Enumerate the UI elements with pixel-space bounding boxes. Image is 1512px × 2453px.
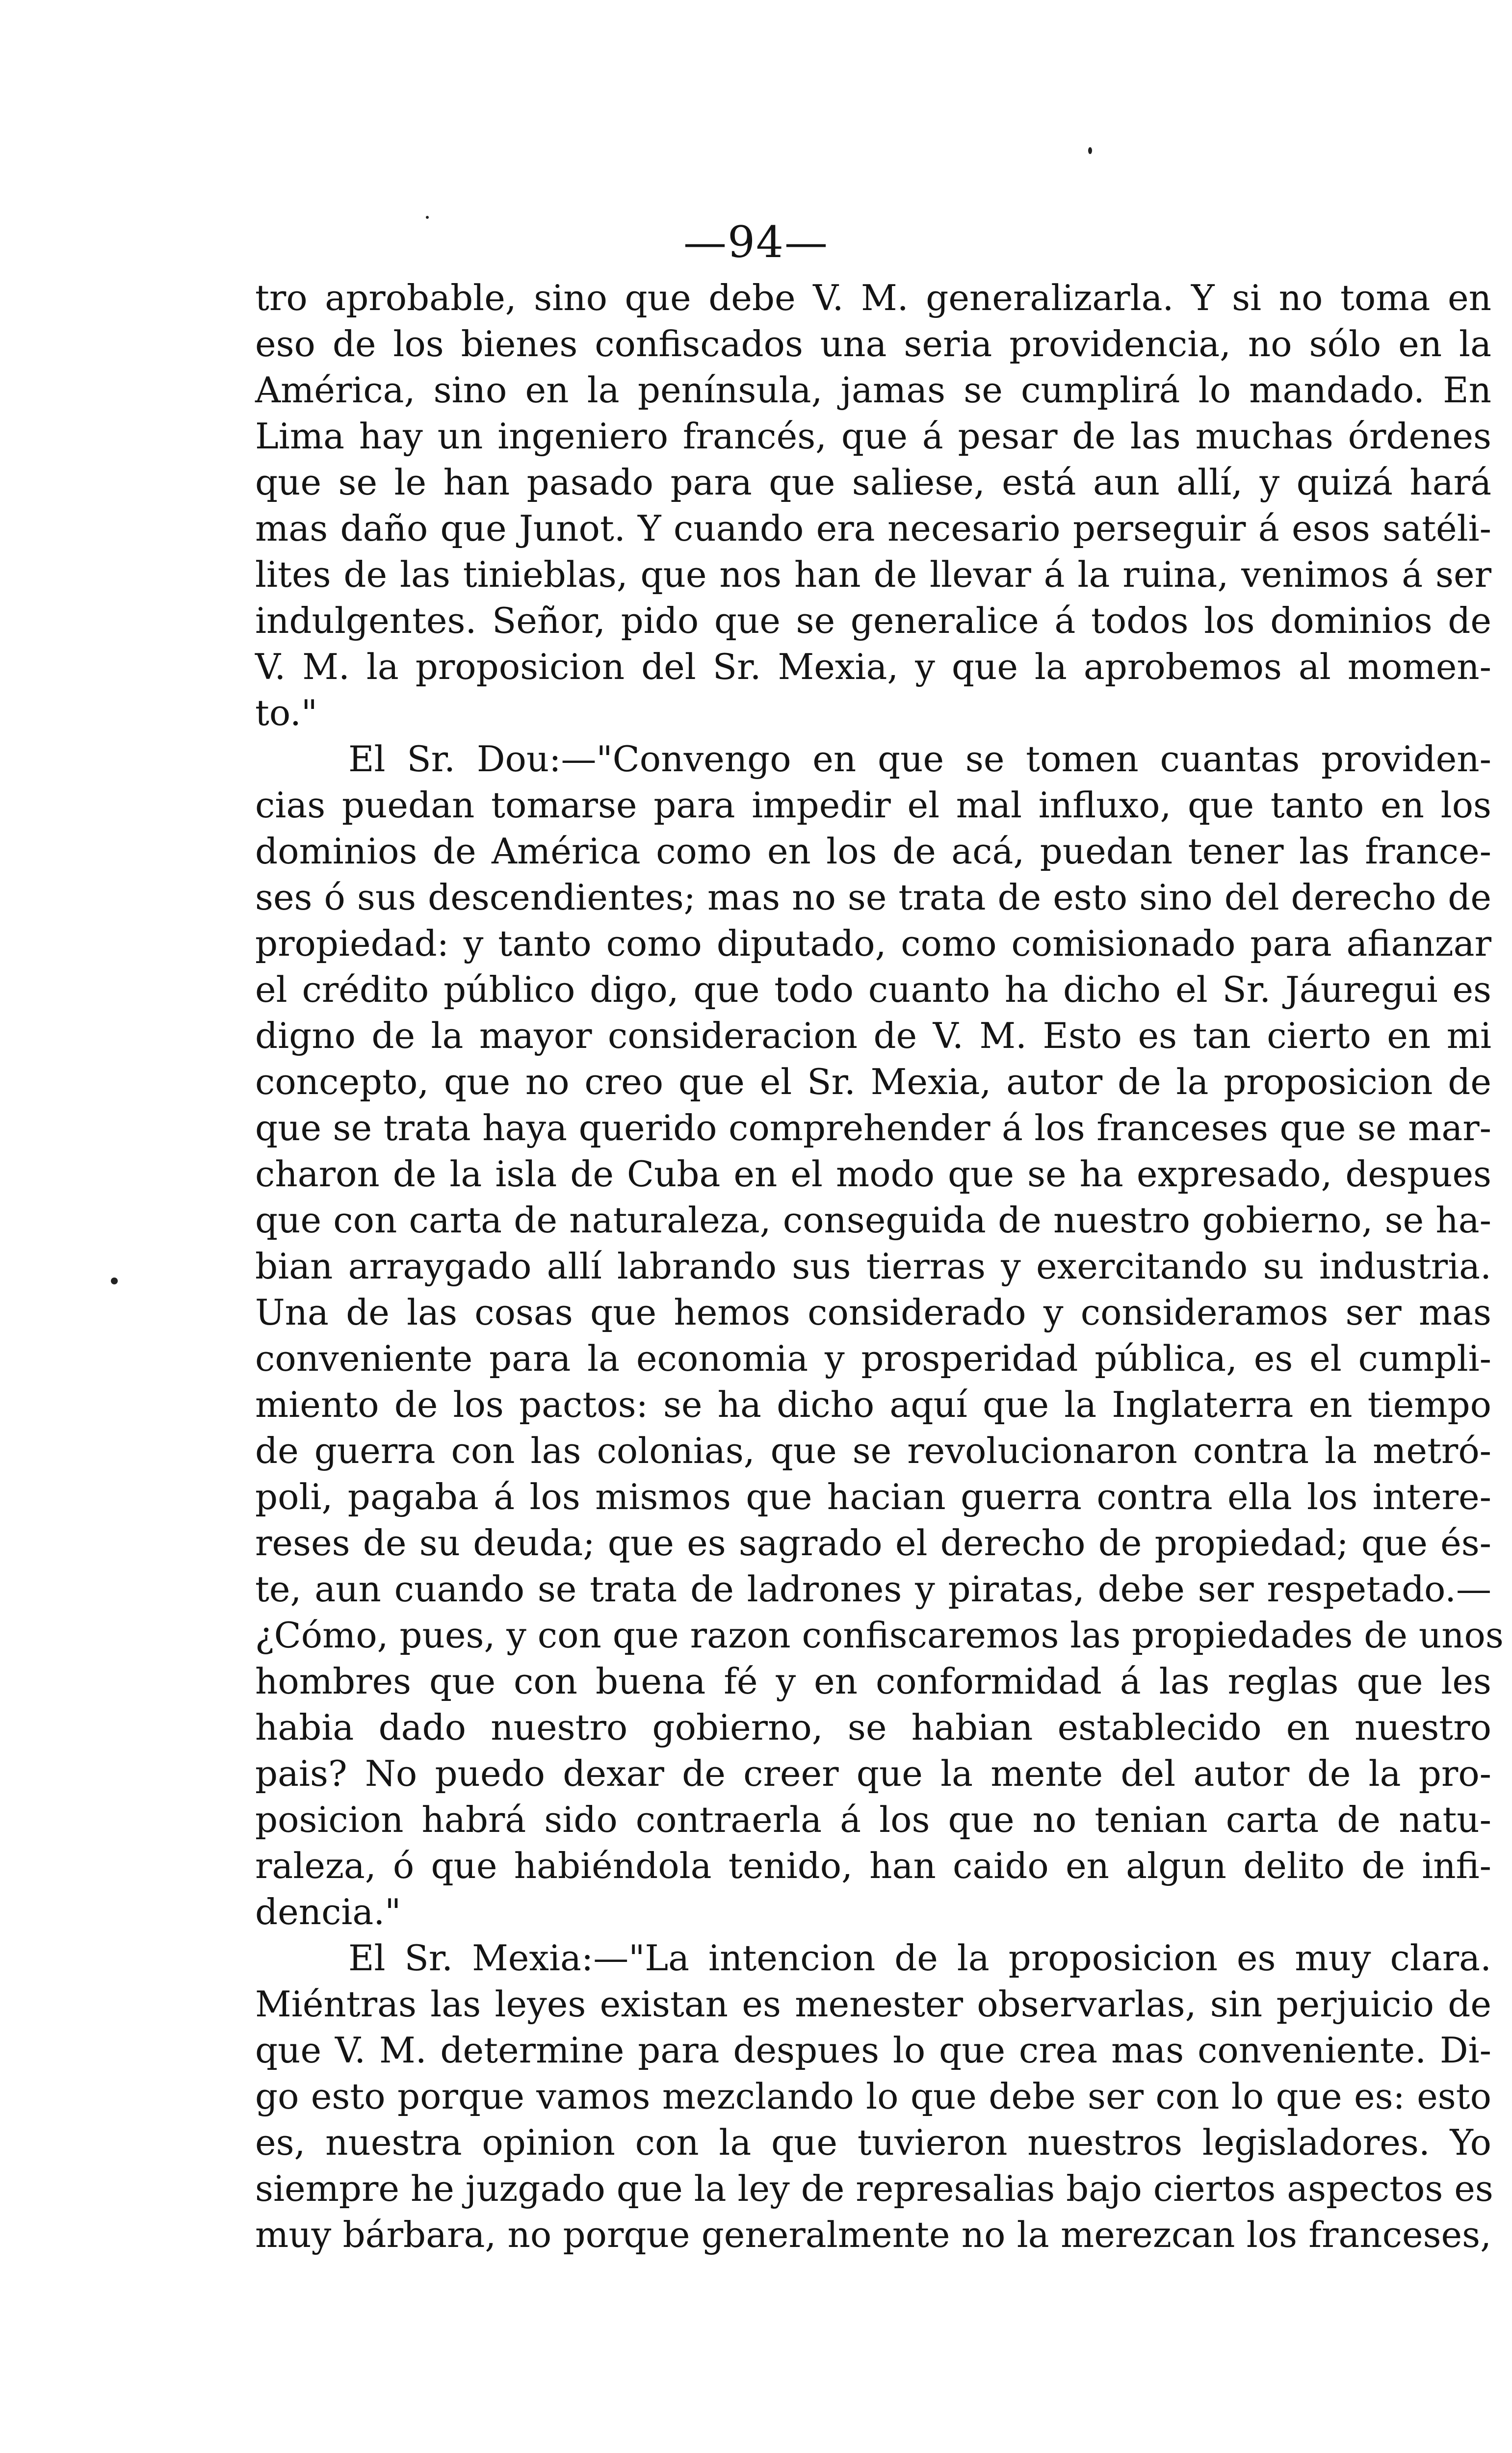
text-line: eso de los bienes confiscados una seria providencia, no sólo en la (255, 323, 1491, 365)
text-line: siempre he juzgado que la ley de represalias bajo ciertos aspectos es (255, 2168, 1493, 2209)
text-line: que V. M. determine para despues lo que crea mas conveniente. Di- (255, 2030, 1491, 2071)
text-line: raleza, ó que habiéndola tenido, han caido en algun delito de infi- (255, 1845, 1491, 1886)
text-line: Miéntras las leyes existan es menester observarlas, sin perjuicio de (255, 1983, 1491, 2025)
text-line: propiedad: y tanto como diputado, como comisionado para afianzar (255, 923, 1491, 964)
text-line: cias puedan tomarse para impedir el mal influxo, que tanto en los (255, 784, 1491, 826)
text-line: mas daño que Junot. Y cuando era necesario perseguir á esos satéli- (255, 508, 1491, 549)
text-line: que se trata haya querido comprehender á los franceses que se mar- (255, 1107, 1491, 1148)
text-line: dominios de América como en los de acá, puedan tener las france- (255, 831, 1491, 872)
text-line: go esto porque vamos mezclando lo que debe ser con lo que es: esto (255, 2076, 1491, 2117)
text-line: Una de las cosas que hemos considerado y consideramos ser mas (255, 1292, 1491, 1333)
body-text (255, 275, 1504, 2258)
text-line: El Sr. Dou:—"Convengo en que se tomen cuantas providen- (348, 738, 1491, 780)
text-line: habia dado nuestro gobierno, se habian establecido en nuestro (255, 1707, 1491, 1748)
text-line: de guerra con las colonias, que se revolucionaron contra la metró- (255, 1430, 1491, 1471)
text-line: indulgentes. Señor, pido que se generalice á todos los dominios de (255, 600, 1491, 641)
text-line: lites de las tinieblas, que nos han de llevar á la ruina, venimos á ser (255, 554, 1491, 595)
text-line: que con carta de naturaleza, conseguida de nuestro gobierno, se ha- (255, 1200, 1491, 1241)
text-line: ses ó sus descendientes; mas no se trata de esto sino del derecho de (255, 877, 1491, 918)
text-line: tro aprobable, sino que debe V. M. generalizarla. Y si no toma en (255, 277, 1491, 318)
text-line: te, aun cuando se trata de ladrones y piratas, debe ser respetado.— (255, 1568, 1491, 1610)
page-number: —94— (683, 217, 829, 267)
text-line: bian arraygado allí labrando sus tierras y exercitando su industria. (255, 1246, 1491, 1287)
text-line: América, sino en la península, jamas se cumplirá lo mandado. En (255, 369, 1491, 411)
text-line: ¿Cómo, pues, y con que razon confiscaremos las propiedades de unos (255, 1615, 1504, 1656)
text-line: posicion habrá sido contraerla á los que no tenian carta de natu- (255, 1799, 1491, 1840)
ink-speck (111, 1278, 118, 1284)
text-line: el crédito público digo, que todo cuanto ha dicho el Sr. Jáuregui es (255, 969, 1491, 1010)
ink-speck (426, 216, 429, 219)
text-line: V. M. la proposicion del Sr. Mexia, y que la aprobemos al momen- (255, 646, 1491, 687)
text-line: poli, pagaba á los mismos que hacian guerra contra ella los intere- (255, 1476, 1491, 1517)
text-line: miento de los pactos: se ha dicho aquí que la Inglaterra en tiempo (255, 1384, 1491, 1425)
text-line: dencia." (255, 1891, 401, 1932)
text-line: digno de la mayor consideracion de V. M. Esto es tan cierto en mi (255, 1015, 1491, 1056)
text-line: hombres que con buena fé y en conformidad á las reglas que les (255, 1661, 1491, 1702)
text-line: charon de la isla de Cuba en el modo que se ha expresado, despues (255, 1153, 1491, 1195)
ink-speck (1088, 147, 1092, 154)
text-line: concepto, que no creo que el Sr. Mexia, autor de la proposicion de (255, 1061, 1491, 1102)
text-line: Lima hay un ingeniero francés, que á pesar de las muchas órdenes (255, 416, 1491, 457)
text-line: muy bárbara, no porque generalmente no la merezcan los franceses, (255, 2214, 1491, 2255)
text-line: pais? No puedo dexar de creer que la mente del autor de la pro- (255, 1753, 1491, 1794)
text-line: reses de su deuda; que es sagrado el derecho de propiedad; que és- (255, 1522, 1491, 1564)
text-line: to." (255, 692, 318, 733)
text-line: El Sr. Mexia:—"La intencion de la proposicion es muy clara. (348, 1937, 1491, 1979)
text-line: es, nuestra opinion con la que tuvieron nuestros legisladores. Yo (255, 2122, 1491, 2163)
text-line: conveniente para la economia y prosperidad pública, es el cumpli- (255, 1338, 1491, 1379)
text-line: que se le han pasado para que saliese, está aun allí, y quizá hará (255, 462, 1491, 503)
